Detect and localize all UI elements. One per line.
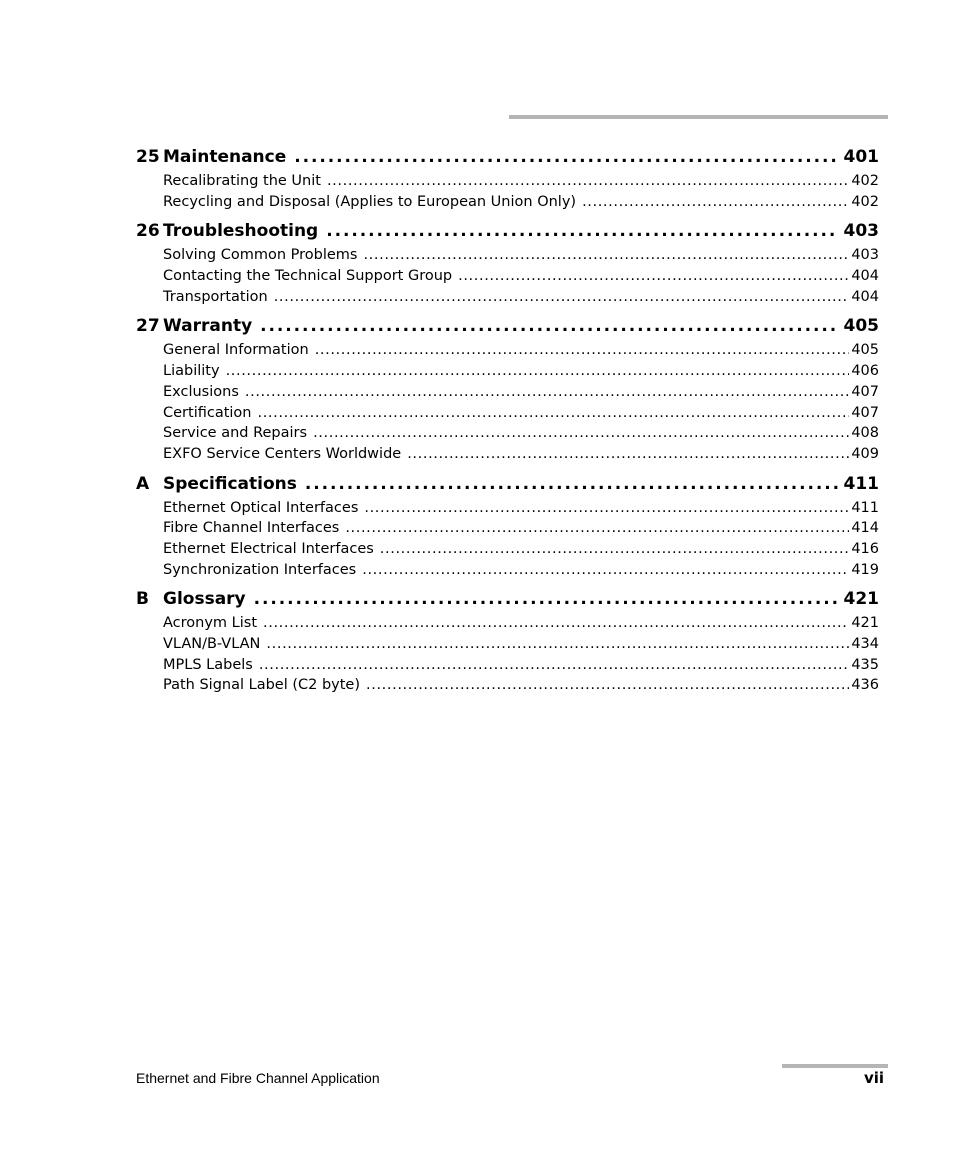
dot-leader	[380, 539, 850, 560]
entry-title: Contacting the Technical Support Group	[163, 268, 453, 285]
entry-page-number: 407	[851, 404, 879, 421]
dot-leader	[327, 171, 849, 192]
dot-leader	[366, 675, 849, 696]
footer-document-title: Ethernet and Fibre Channel Application	[136, 1070, 380, 1086]
chapter-number: 27	[136, 316, 160, 337]
entry-title: Fibre Channel Interfaces	[163, 520, 340, 537]
entry-title: VLAN/B-VLAN	[163, 636, 261, 652]
dot-leader	[245, 382, 849, 403]
toc-chapter	[136, 313, 879, 464]
entry-page-number: 404	[851, 268, 879, 285]
toc-entry-link[interactable]	[163, 287, 879, 308]
toc-entry-link[interactable]	[163, 560, 879, 581]
entry-title: Synchronization Interfaces	[163, 561, 357, 578]
entry-title: Exclusions	[163, 383, 239, 400]
toc-entry-link[interactable]	[163, 245, 879, 266]
chapter-title: Maintenance	[163, 147, 287, 167]
entry-page-number: 408	[851, 425, 879, 442]
entry-page-number: 405	[851, 342, 879, 359]
toc-entry-link[interactable]	[163, 634, 879, 655]
chapter-number: 26	[136, 221, 160, 242]
toc-entry-link[interactable]	[163, 403, 879, 424]
entry-title: EXFO Service Centers Worldwide	[163, 445, 402, 462]
entry-title: MPLS Labels	[163, 656, 253, 673]
toc-chapter	[136, 144, 879, 212]
chapter-number: 25	[136, 147, 160, 167]
dot-leader	[274, 287, 850, 308]
toc-entry-link[interactable]	[163, 192, 879, 213]
entry-title: Acronym List	[163, 615, 258, 632]
entry-page-number: 409	[851, 445, 879, 462]
entry-title: Recalibrating the Unit	[163, 173, 321, 189]
entry-page-number: 404	[851, 288, 879, 305]
entry-title: General Information	[163, 342, 309, 359]
entry-page-number: 407	[851, 383, 879, 400]
entry-page-number: 434	[851, 636, 879, 652]
toc-chapter-link[interactable]	[136, 218, 879, 245]
entry-title: Liability	[163, 363, 220, 380]
dot-leader	[313, 423, 849, 444]
dot-leader	[582, 192, 849, 213]
toc-entry-link[interactable]	[163, 266, 879, 287]
toc-entry-link[interactable]	[163, 518, 879, 539]
dot-leader	[362, 560, 849, 581]
toc-entry-link[interactable]	[163, 361, 879, 382]
chapter-page-number: 403	[843, 221, 879, 242]
chapter-page-number: 401	[843, 147, 879, 167]
dot-leader	[294, 144, 837, 171]
table-of-contents	[136, 144, 879, 702]
dot-leader	[226, 361, 850, 382]
entry-page-number: 402	[851, 173, 879, 189]
entry-page-number: 403	[851, 247, 879, 264]
entry-page-number: 421	[851, 615, 879, 632]
dot-leader	[458, 266, 849, 287]
dot-leader	[326, 218, 837, 245]
chapter-title: Troubleshooting	[163, 221, 319, 242]
toc-chapter	[136, 586, 879, 696]
footer-rule	[782, 1064, 888, 1068]
header-rule	[509, 115, 888, 119]
toc-chapter	[136, 218, 879, 307]
dot-leader	[258, 403, 850, 424]
toc-entry-link[interactable]	[163, 675, 879, 696]
footer-page-number: vii	[863, 1069, 884, 1087]
entry-title: Service and Repairs	[163, 425, 308, 442]
chapter-number: B	[136, 589, 149, 610]
dot-leader	[254, 586, 838, 613]
dot-leader	[263, 613, 849, 634]
dot-leader	[315, 340, 850, 361]
entry-page-number: 402	[851, 193, 879, 210]
dot-leader	[364, 498, 849, 519]
entry-title: Solving Common Problems	[163, 247, 358, 264]
chapter-title: Specifications	[163, 473, 297, 494]
chapter-title: Glossary	[163, 589, 246, 610]
toc-chapter-link[interactable]	[136, 471, 879, 498]
dot-leader	[259, 655, 849, 676]
dot-leader	[407, 444, 849, 465]
entry-title: Certification	[163, 404, 252, 421]
entry-title: Path Signal Label (C2 byte)	[163, 677, 361, 694]
toc-chapter-link[interactable]	[136, 144, 879, 171]
toc-entry-link[interactable]	[163, 444, 879, 465]
entry-title: Recycling and Disposal (Applies to European Union Only)	[163, 193, 577, 210]
toc-chapter-link[interactable]	[136, 313, 879, 340]
entry-title: Ethernet Electrical Interfaces	[163, 540, 374, 557]
toc-entry-link[interactable]	[163, 539, 879, 560]
entry-title: Transportation	[163, 288, 268, 305]
entry-page-number: 435	[851, 656, 879, 673]
chapter-page-number: 421	[843, 589, 879, 610]
chapter-number: A	[136, 473, 150, 494]
toc-entry-link[interactable]	[163, 423, 879, 444]
entry-page-number: 414	[851, 520, 879, 537]
entry-page-number: 411	[851, 499, 879, 516]
toc-entry-link[interactable]	[163, 655, 879, 676]
dot-leader	[363, 245, 849, 266]
toc-entry-link[interactable]	[163, 498, 879, 519]
entry-page-number: 419	[851, 561, 879, 578]
dot-leader	[266, 634, 849, 655]
chapter-page-number: 411	[843, 473, 879, 494]
toc-entry-link[interactable]	[163, 171, 879, 192]
dot-leader	[345, 518, 849, 539]
dot-leader	[305, 471, 838, 498]
entry-page-number: 406	[851, 363, 879, 380]
toc-entry-link[interactable]	[163, 340, 879, 361]
toc-chapter	[136, 471, 879, 581]
toc-entry-link[interactable]	[163, 613, 879, 634]
entry-page-number: 436	[851, 677, 879, 694]
entry-page-number: 416	[851, 540, 879, 557]
dot-leader	[260, 313, 837, 340]
toc-chapter-link[interactable]	[136, 586, 879, 613]
chapter-title: Warranty	[163, 316, 253, 337]
chapter-page-number: 405	[843, 316, 879, 337]
toc-entry-link[interactable]	[163, 382, 879, 403]
entry-title: Ethernet Optical Interfaces	[163, 499, 359, 516]
